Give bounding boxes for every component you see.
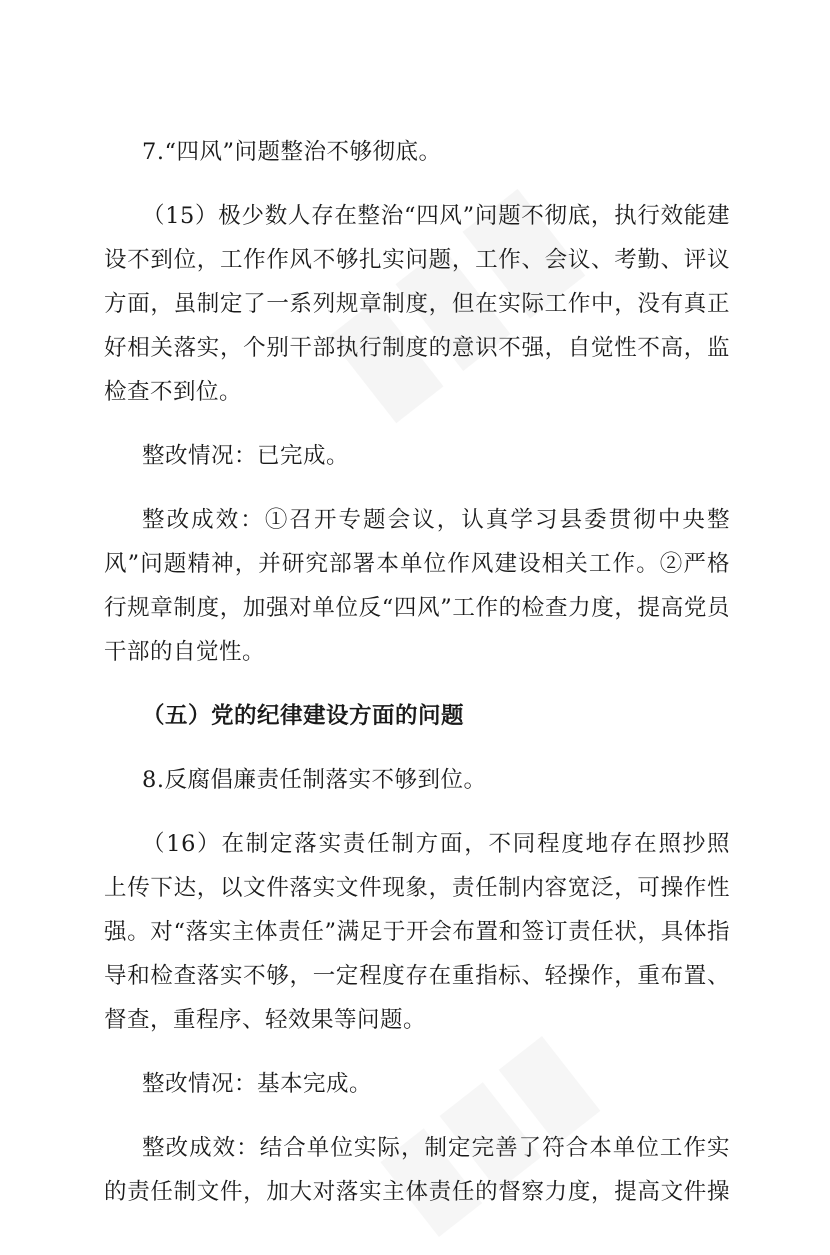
paragraph-16-line-5: 督查，重程序、轻效果等问题。: [104, 1007, 427, 1033]
result-15-line-3: 行规章制度，加强对单位反“四风”工作的检查力度，提高党员: [104, 595, 730, 621]
item-7-heading: 7.“四风”问题整治不够彻底。: [142, 139, 442, 165]
result-15-line-2: 风”问题精神，并研究部署本单位作风建设相关工作。②严格: [104, 551, 730, 577]
status-16: 整改情况：基本完成。: [142, 1071, 373, 1097]
document-body: [104, 130, 730, 1214]
paragraph-15-line-1: （15）极少数人存在整治“四风”问题不彻底，执行效能建: [142, 203, 730, 229]
paragraph-15-line-3: 方面，虽制定了一系列规章制度，但在实际工作中，没有真正: [104, 291, 730, 317]
result-15-line-4: 干部的自觉性。: [104, 639, 266, 665]
paragraph-15-line-2: 设不到位，工作作风不够扎实问题，工作、会议、考勤、评议: [104, 247, 730, 273]
status-15: 整改情况：已完成。: [142, 443, 350, 469]
paragraph-16-line-1: （16）在制定落实责任制方面，不同程度地存在照抄照: [142, 831, 730, 857]
item-8-heading: 8.反腐倡廉责任制落实不够到位。: [142, 767, 487, 793]
result-15-line-1: 整改成效：①召开专题会议，认真学习县委贯彻中央整: [142, 507, 730, 533]
result-16-line-2: 的责任制文件，加大对落实主体责任的督察力度，提高文件操: [104, 1179, 730, 1205]
section-5-heading: （五）党的纪律建设方面的问题: [142, 703, 465, 729]
paragraph-16-line-3: 强。对“落实主体责任”满足于开会布置和签订责任状，具体指: [104, 919, 730, 945]
paragraph-16-line-2: 上传下达，以文件落实文件现象，责任制内容宽泛，可操作性: [104, 875, 730, 901]
paragraph-15-line-4: 好相关落实，个别干部执行制度的意识不强，自觉性不高，监: [104, 335, 730, 361]
paragraph-16-line-4: 导和检查落实不够，一定程度存在重指标、轻操作，重布置、: [104, 963, 730, 989]
paragraph-15-line-5: 检查不到位。: [104, 379, 243, 405]
result-16-line-1: 整改成效：结合单位实际，制定完善了符合本单位工作实: [142, 1135, 730, 1161]
